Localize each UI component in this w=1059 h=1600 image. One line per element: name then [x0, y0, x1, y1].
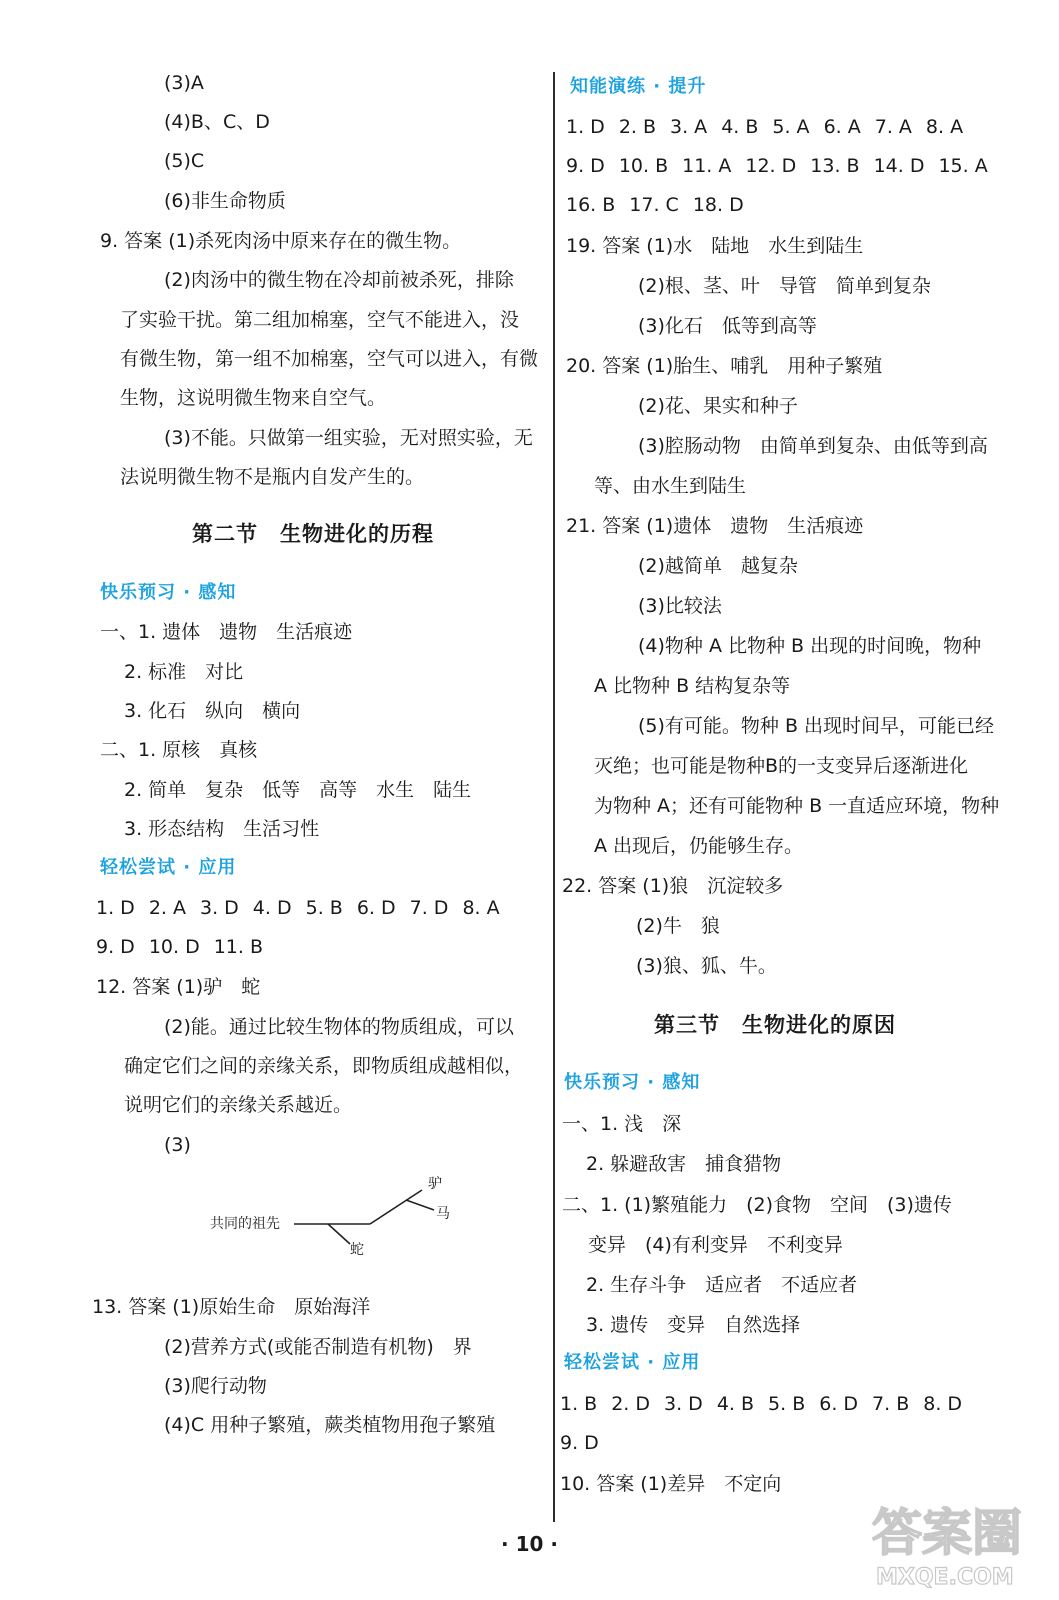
answer-13: 13. 答案 (1)原始生命 原始海洋: [92, 1296, 371, 1318]
answer-line: 了实验干扰。第二组加棉塞，空气不能进入，没: [120, 309, 520, 331]
tree-label-horse: 马: [436, 1206, 450, 1222]
watermark-url: MXQE.COM: [876, 1565, 1014, 1590]
answer-line: 二、1. 原核 真核: [100, 739, 258, 761]
choice-row: [560, 1392, 976, 1416]
answer-line: (2)营养方式(或能否制造有机物) 界: [164, 1336, 472, 1358]
choice-answer: 15. A: [938, 155, 988, 177]
tree-label-donkey: 驴: [428, 1176, 442, 1192]
answer-19: 19. 答案 (1)水 陆地 水生到陆生: [566, 235, 864, 257]
choice-answer: 10. B: [618, 155, 669, 177]
answer-line: 法说明微生物不是瓶内自发产生的。: [120, 466, 425, 488]
answer-line: (2)肉汤中的微生物在冷却前被杀死，排除: [164, 269, 514, 291]
choice-answer: 5. B: [305, 897, 343, 919]
choice-answer: 2. B: [618, 116, 657, 138]
section-title: 第二节 生物进化的历程: [192, 522, 434, 546]
choice-answer: 4. D: [252, 897, 292, 919]
answer-line: (4)物种 A 比物种 B 出现的时间晚，物种: [638, 635, 982, 657]
evolution-tree-diagram: [190, 1168, 490, 1264]
answer-line: (3)腔肠动物 由简单到复杂、由低等到高: [638, 435, 988, 457]
answer-line: (4)C 用种子繁殖，蕨类植物用孢子繁殖: [164, 1414, 496, 1436]
choice-answer: 9. D: [566, 155, 605, 177]
answer-line: (5)C: [164, 150, 205, 172]
choice-answer: 12. D: [745, 155, 797, 177]
choice-answer: 5. B: [768, 1393, 806, 1415]
answer-line: (3)狼、狐、牛。: [636, 955, 777, 977]
answer-line: 2. 简单 复杂 低等 高等 水生 陆生: [124, 779, 472, 801]
answer-line: (2)能。通过比较生物体的物质组成，可以: [164, 1016, 514, 1038]
choice-answer: 2. D: [611, 1393, 651, 1415]
section-label: 知能演练 · 提升: [570, 76, 707, 97]
choice-answer: 5. A: [772, 116, 810, 138]
answer-line: 3. 化石 纵向 横向: [124, 700, 301, 722]
answer-line: (3)A: [164, 72, 204, 94]
choice-answer: 7. D: [409, 897, 449, 919]
watermark-text: 答案圈: [872, 1504, 1022, 1562]
answer-line: A 出现后，仍能够生存。: [594, 835, 804, 857]
answer-line: 一、1. 浅 深: [562, 1113, 682, 1135]
answer-line: (6)非生命物质: [164, 190, 286, 212]
choice-answer: 8. D: [923, 1393, 963, 1415]
tree-label-root: 共同的祖先: [210, 1216, 280, 1232]
answer-line: (2)牛 狼: [636, 915, 720, 937]
tree-branch: [328, 1224, 350, 1244]
answer-line: (2)花、果实和种子: [638, 395, 798, 417]
choice-answer: 2. A: [148, 897, 186, 919]
section-label: 快乐预习 · 感知: [564, 1072, 701, 1093]
answer-line: (3)爬行动物: [164, 1375, 267, 1397]
choice-answer: 4. B: [716, 1393, 755, 1415]
choice-row: [566, 193, 758, 217]
choice-row: [96, 935, 277, 959]
section-label: 轻松尝试 · 应用: [100, 857, 237, 878]
answer-line: 为物种 A；还有可能物种 B 一直适应环境，物种: [594, 795, 1000, 817]
page-number: · 10 ·: [501, 1532, 558, 1556]
choice-answer: 9. D: [560, 1432, 599, 1454]
watermark-logo: [868, 1488, 1048, 1596]
choice-row: [560, 1431, 613, 1455]
tree-label-snake: 蛇: [350, 1242, 364, 1258]
section-title: 第三节 生物进化的原因: [654, 1013, 896, 1037]
choice-answer: 16. B: [566, 194, 616, 216]
choice-row: [566, 154, 1002, 178]
choice-answer: 11. A: [682, 155, 732, 177]
choice-answer: 3. D: [664, 1393, 703, 1415]
choice-answer: 3. D: [199, 897, 239, 919]
section-label: 快乐预习 · 感知: [100, 582, 237, 603]
answer-line: 生物，这说明微生物来自空气。: [120, 387, 387, 409]
choice-answer: 1. B: [560, 1393, 598, 1415]
answer-20: 20. 答案 (1)胎生、哺乳 用种子繁殖: [566, 355, 883, 377]
answer-line: (2)根、茎、叶 导管 简单到复杂: [638, 275, 931, 297]
choice-answer: 1. D: [566, 116, 605, 138]
answer-line: (4)B、C、D: [164, 111, 270, 133]
answer-line: A 比物种 B 结构复杂等: [594, 675, 791, 697]
choice-answer: 6. D: [356, 897, 396, 919]
choice-answer: 13. B: [810, 155, 860, 177]
answer-10: 10. 答案 (1)差异 不定向: [560, 1473, 782, 1495]
choice-answer: 4. B: [721, 116, 759, 138]
answer-line: 2. 生存斗争 适应者 不适应者: [586, 1274, 858, 1296]
answer-line: 变异 (4)有利变异 不利变异: [588, 1234, 843, 1256]
choice-answer: 8. A: [925, 116, 964, 138]
answer-line: (5)有可能。物种 B 出现时间早，可能已经: [638, 715, 995, 737]
choice-answer: 3. A: [670, 116, 708, 138]
choice-row: [566, 115, 977, 139]
answer-line: (2)越简单 越复杂: [638, 555, 798, 577]
answer-line: 2. 躲避敌害 捕食猎物: [586, 1153, 782, 1175]
answer-line: 二、1. (1)繁殖能力 (2)食物 空间 (3)遗传: [562, 1194, 952, 1216]
answer-12: 12. 答案 (1)驴 蛇: [96, 976, 261, 998]
answer-21: 21. 答案 (1)遗体 遗物 生活痕迹: [566, 515, 864, 537]
tree-branch: [370, 1190, 422, 1224]
choice-answer: 9. D: [96, 936, 135, 958]
choice-answer: 1. D: [96, 897, 135, 919]
answer-line: 一、1. 遗体 遗物 生活痕迹: [100, 621, 353, 643]
answer-line: 说明它们的亲缘关系越近。: [124, 1094, 353, 1116]
answer-line: 3. 形态结构 生活习性: [124, 818, 320, 840]
column-divider: [553, 72, 555, 1522]
answer-line: (3)不能。只做第一组实验，无对照实验，无: [164, 427, 533, 449]
answer-line: 灭绝；也可能是物种B的一支变异后逐渐进化: [594, 755, 969, 777]
answer-line: (3)化石 低等到高等: [638, 315, 817, 337]
choice-answer: 7. B: [872, 1393, 910, 1415]
choice-answer: 18. D: [692, 194, 744, 216]
answer-line: 3. 遗传 变异 自然选择: [586, 1314, 801, 1336]
tree-branch: [406, 1200, 434, 1210]
answer-22: 22. 答案 (1)狼 沉淀较多: [562, 875, 784, 897]
answer-line: 等、由水生到陆生: [594, 475, 747, 497]
answer-line: 确定它们之间的亲缘关系，即物质组成越相似，: [124, 1055, 524, 1077]
section-label: 轻松尝试 · 应用: [564, 1352, 701, 1373]
answer-line: (3)比较法: [638, 595, 722, 617]
choice-answer: 7. A: [874, 116, 912, 138]
answer-line: 有微生物，第一组不加棉塞，空气可以进入，有微: [120, 348, 539, 370]
answer-line: (3): [164, 1134, 191, 1156]
choice-answer: 10. D: [148, 936, 200, 958]
choice-row: [96, 896, 514, 920]
choice-answer: 14. D: [873, 155, 925, 177]
choice-answer: 17. C: [629, 194, 679, 216]
choice-answer: 6. D: [819, 1393, 859, 1415]
answer-line: 2. 标准 对比: [124, 661, 244, 683]
choice-answer: 11. B: [213, 936, 263, 958]
choice-answer: 6. A: [823, 116, 861, 138]
answer-9: 9. 答案 (1)杀死肉汤中原来存在的微生物。: [100, 230, 462, 252]
choice-answer: 8. A: [462, 897, 500, 919]
